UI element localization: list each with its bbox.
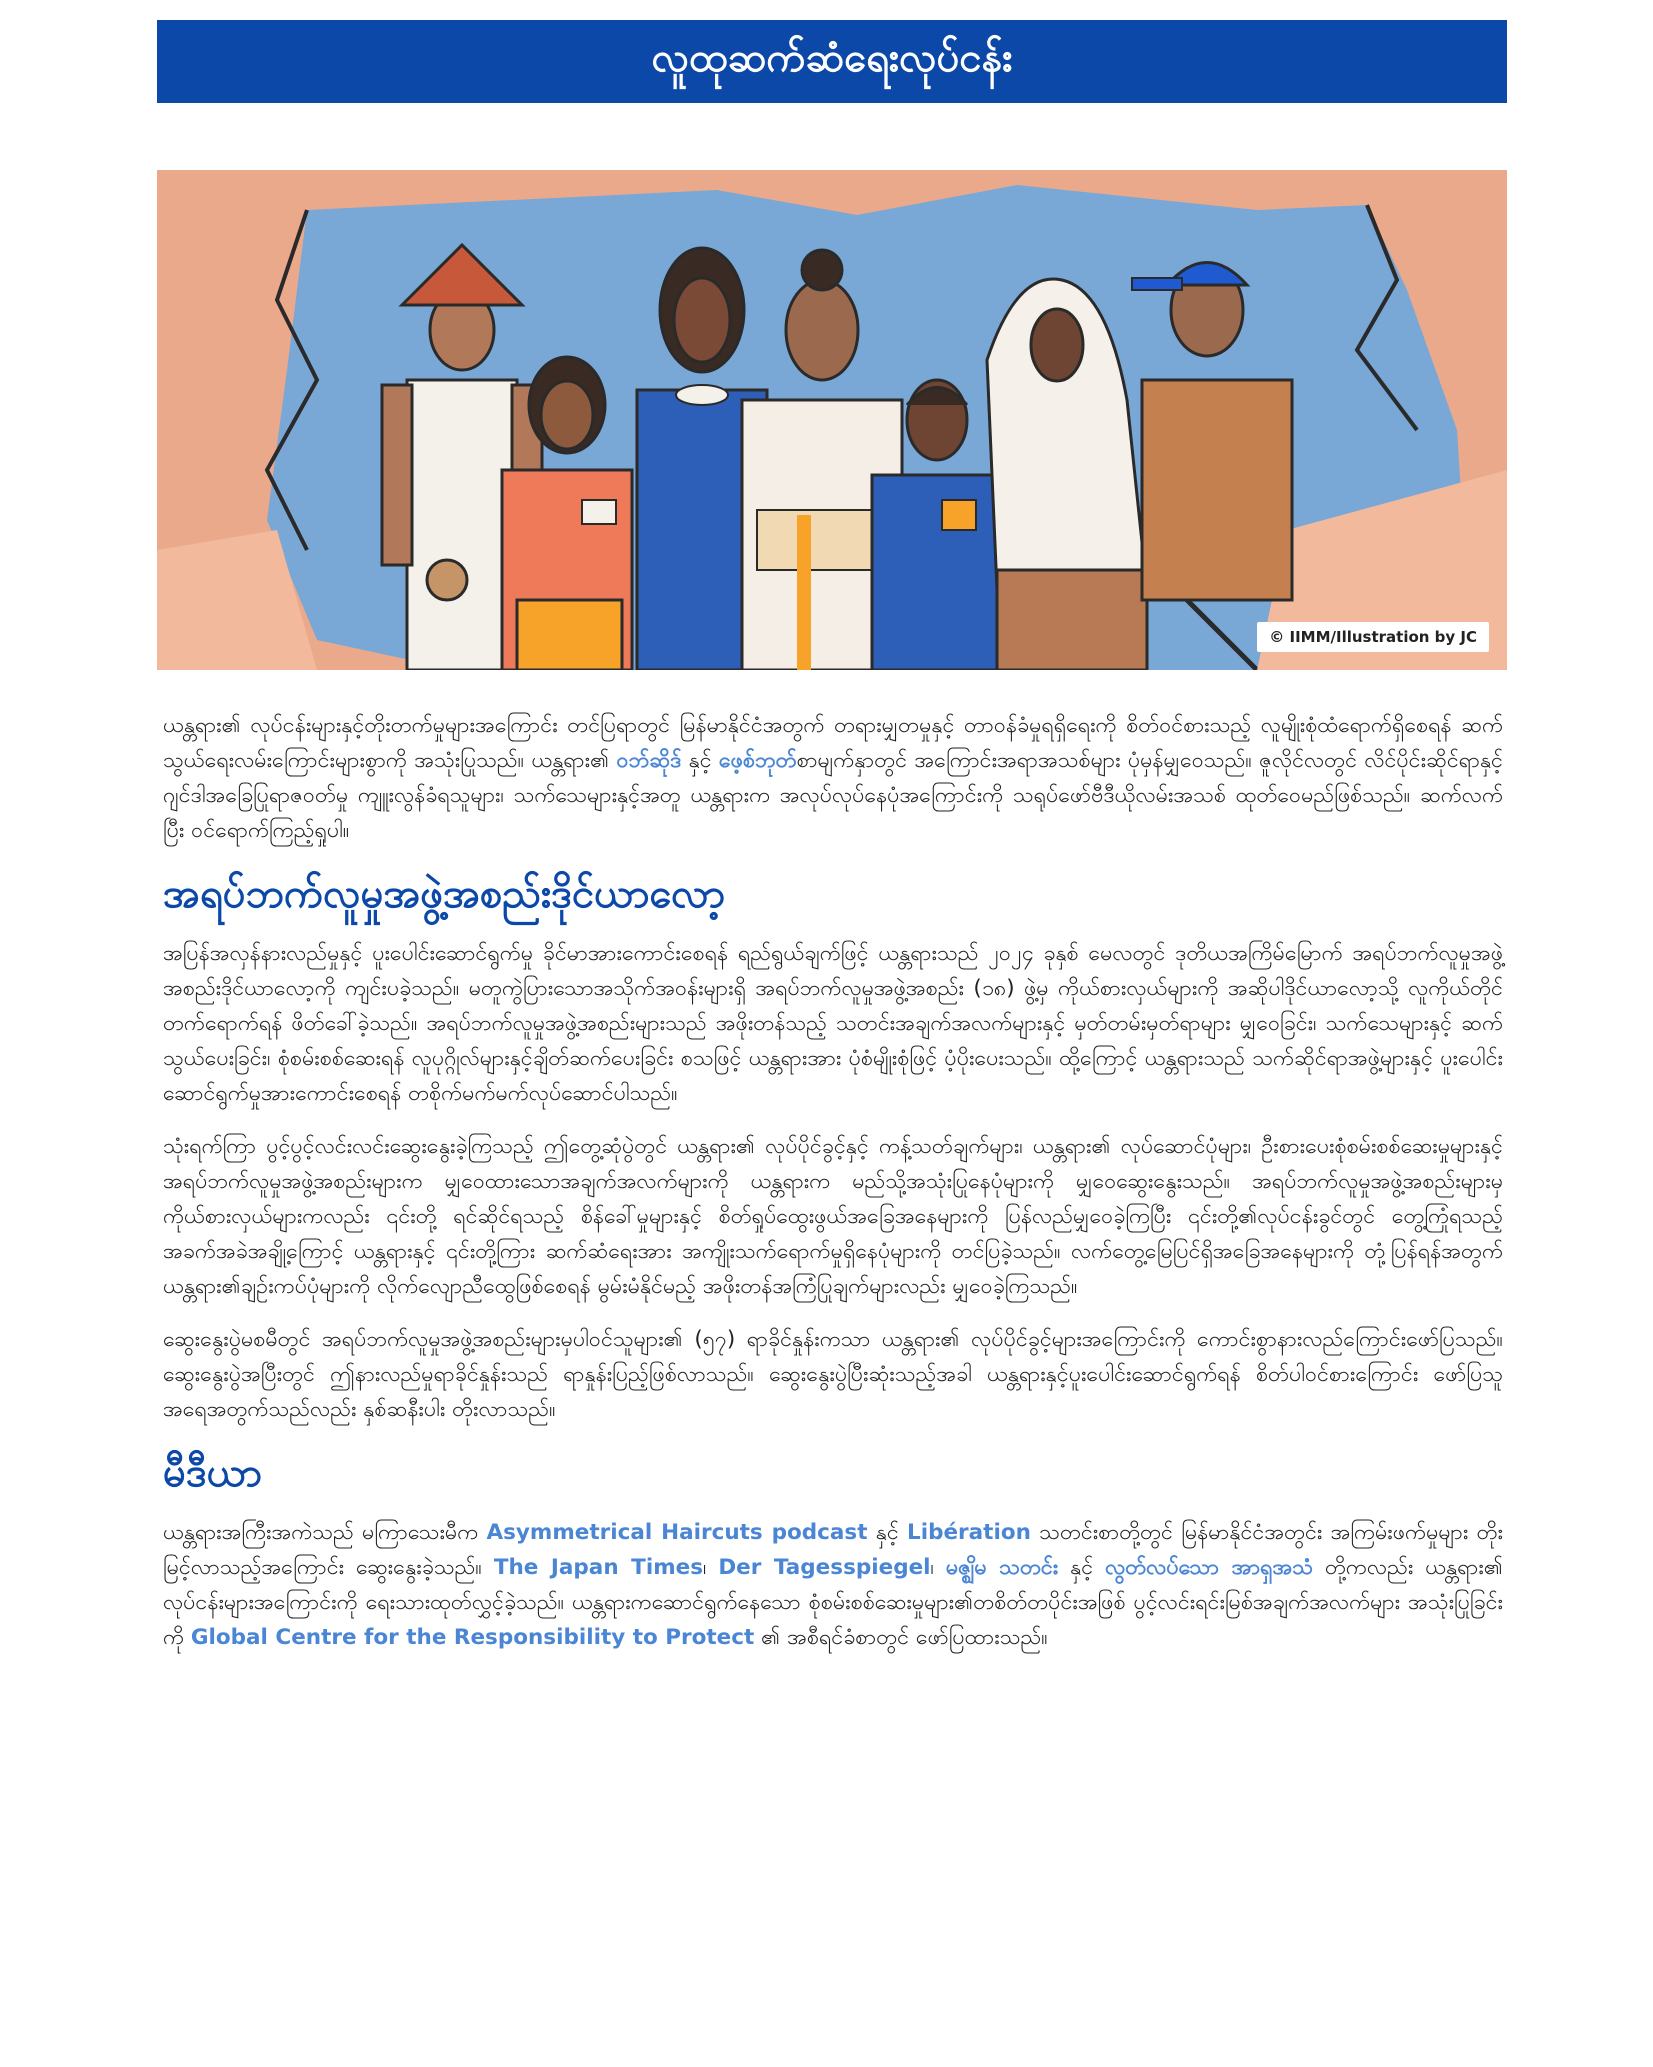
media-text-3: သတင်းစာတို့တွင် မြန်မာနိုင်ငံအတွင်း အကြမ်းဖက်မှုများ တိုးမြင့်လာသည့်အကြောင်း ဆွေးနွေးခဲ့သည်။ (163, 1520, 1503, 1580)
csos-paragraph-2: သုံးရက်ကြာ ပွင့်ပွင့်လင်းလင်းဆွေးနွေးခဲ့ကြသည့် ဤတွေ့ဆုံပွဲတွင် ယန္တရား၏ လုပ်ပိုင်ခွင့်နှင့် ကန့်သတ်ချက်များ၊ ယန္တရား၏ လုပ်ဆောင်ပုံများ၊ ဦးစားပေးစုံစမ်းစစ်ဆေးမှုများနှင့် အရပ်ဘက်လူမှုအဖွဲ့အစည်းများက မျှဝေထားသောအချက်အလက်များကို ယန္တရားက မည်သို့အသုံးပြုနေပုံများကို မျှဝေဆွေးနွေးသည်။ အရပ်ဘက်လူမှုအဖွဲ့အစည်းများမှ ကိုယ်စားလှယ်များကလည်း ၎င်းတို့ ရင်ဆိုင်ရသည့် စိန်ခေါ်မှုများနှင့် စိတ်ရှုပ်ထွေးဖွယ်အခြေအနေများကို ပြန်လည်မျှဝေခဲ့ကြပြီး ၎င်းတို့၏လုပ်ငန်းခွင်တွင် တွေ့ကြုံရသည့်အခက်အခဲအချို့ကြောင့် ယန္တရားနှင့် ၎င်းတို့ကြား ဆက်ဆံရေးအား အကျိုးသက်ရောက်မှုရှိနေပုံများကို တင်ပြခဲ့သည်။ လက်တွေ့မြေပြင်ရှိအခြေအနေများကို တုံ့ပြန်ရန်အတွက် ယန္တရား၏ချဉ်းကပ်ပုံများကို လိုက်လျောညီထွေဖြစ်စေရန် မွမ်းမံနိုင်မည့် အဖိုးတန်အကြံပြုချက်များလည်း မျှဝေခဲ့ကြသည်။ (163, 1134, 1503, 1299)
page-title-banner (157, 20, 1507, 103)
intro-paragraph (163, 708, 1503, 848)
facebook-link[interactable]: ဖေ့စ်ဘုတ် (718, 748, 797, 773)
intro-text-1: ယန္တရား၏ လုပ်ငန်းများနှင့်တိုးတက်မှုများအကြောင်း တင်ပြရာတွင် မြန်မာနိုင်ငံအတွက် တရားမျှတမှုနှင့် တာဝန်ခံမှုရရှိရေးကို စိတ်ဝင်စားသည့် လူမျိုးစုံထံရောက်ရှိစေရန် ဆက်သွယ်ရေးလမ်းကြောင်းများစွာကို အသုံးပြုသည်။ ယန္တရား၏ (163, 713, 1503, 773)
media-text-5: ၊ (930, 1555, 946, 1580)
media-text-7: တို့ကလည်း ယန္တရား၏ လုပ်ငန်းများအကြောင်းကို ရေးသားထုတ်လွှင့်ခဲ့သည်။ ယန္တရားကဆောင်ရွက်နေသော စုံစမ်းစစ်ဆေးမှုများ၏တစိတ်တပိုင်းအဖြစ် ပွင့်လင်းရင်းမြစ်အချက်အလက်များ အသုံးပြုခြင်းကို (163, 1555, 1503, 1650)
media-text-8: ၏ အစီရင်ခံစာတွင် ဖော်ပြထားသည်။ (754, 1625, 1048, 1650)
section-heading-csos: အရပ်ဘက်လူမှုအဖွဲ့အစည်းဒိုင်ယာလော့ (163, 871, 726, 917)
media-text-4: ၊ (703, 1555, 719, 1580)
media-paragraph (163, 1515, 1503, 1655)
main-content (163, 708, 1503, 1673)
section-heading-media: မီဒီယာ (163, 1450, 262, 1496)
csos-paragraph-3: ဆွေးနွေးပွဲမစမီတွင် အရပ်ဘက်လူမှုအဖွဲ့အစည်းများမှပါဝင်သူများ၏ (၅၇) ရာခိုင်နှုန်းကသာ ယန္တရား၏ လုပ်ပိုင်ခွင့်များအကြောင်းကို ကောင်းစွာနားလည်ကြောင်းဖော်ပြသည်။ ဆွေးနွေးပွဲအပြီးတွင် ဤနားလည်မှုရာခိုင်နှုန်းသည် ရာနှုန်းပြည့်ဖြစ်လာသည်။ ဆွေးနွေးပွဲပြီးဆုံးသည့်အခါ ယန္တရားနှင့်ပူးပေါင်းဆောင်ရွက်ရန် စိတ်ပါဝင်စားကြောင်း ဖော်ပြသူအရေအတွက်သည်လည်း နှစ်ဆနီးပါး တိုးလာသည်။ (163, 1327, 1503, 1422)
gcr2p-link[interactable]: Global Centre for the Responsibility to Protect (190, 1625, 755, 1650)
media-text-6: နှင့် (1058, 1555, 1106, 1580)
intro-text-3: စာမျက်နှာတွင် အကြောင်းအရာအသစ်များ ပုံမှန်မျှဝေသည်။ ဇူလိုင်လတွင် လိင်ပိုင်းဆိုင်ရာနှင့် ဂျင်ဒါအခြေပြုရာဇဝတ်မှု ကျူးလွန်ခံရသူများ၊ သက်သေများနှင့်အတူ ယန္တရားက အလုပ်လုပ်နေပုံအကြောင်းကို သရုပ်ဖော်ဗီဒီယိုလမ်းအသစ် ထုတ်ဝေမည်ဖြစ်သည်။ ဆက်လက်ပြီး ဝင်ရောက်ကြည့်ရှုပါ။ (163, 748, 1503, 843)
hero-illustration (157, 170, 1507, 670)
tagesspiegel-link[interactable]: Der Tagesspiegel (718, 1555, 931, 1580)
liberation-link[interactable]: Libération (907, 1520, 1031, 1545)
people-illustration (157, 170, 1507, 670)
illustration-credit: © IIMM/Illustration by JC (1257, 622, 1489, 652)
japan-times-link[interactable]: The Japan Times (493, 1555, 703, 1580)
asymmetrical-haircuts-link[interactable]: Asymmetrical Haircuts podcast (486, 1520, 868, 1545)
rfa-link[interactable]: လွတ်လပ်သော အာရှအသံ (1105, 1555, 1314, 1580)
media-text-2: နှင့် (867, 1520, 908, 1545)
csos-paragraph-1: အပြန်အလှန်နားလည်မှုနှင့် ပူးပေါင်းဆောင်ရွက်မှု ခိုင်မာအားကောင်းစေရန် ရည်ရွယ်ချက်ဖြင့် ယန္တရားသည် ၂၀၂၄ ခုနှစ် မေလတွင် ဒုတိယအကြိမ်မြောက် အရပ်ဘက်လူမှုအဖွဲ့အစည်းဒိုင်ယာလော့ကို ကျင်းပခဲ့သည်။ မတူကွဲပြားသောအသိုက်အဝန်းများရှိ အရပ်ဘက်လူမှုအဖွဲ့အစည်း (၁၈) ဖွဲ့မှ ကိုယ်စားလှယ်များကို အဆိုပါဒိုင်ယာလော့သို့ လူကိုယ်တိုင်တက်ရောက်ရန် ဖိတ်ခေါ်ခဲ့သည်။ အရပ်ဘက်လူမှုအဖွဲ့အစည်းများသည် အဖိုးတန်သည့် သတင်းအချက်အလက်များနှင့် မှတ်တမ်းမှတ်ရာများ မျှဝေခြင်း၊ သက်သေများနှင့် ဆက်သွယ်ပေးခြင်း၊ စုံစမ်းစစ်ဆေးရန် လူပုဂ္ဂိုလ်များနှင့်ချိတ်ဆက်ပေးခြင်း စသဖြင့် ယန္တရားအား ပုံစံမျိုးစုံဖြင့် ပံ့ပိုးပေးသည်။ ထို့ကြောင့် ယန္တရားသည် သက်ဆိုင်ရာအဖွဲ့များနှင့် ပူးပေါင်းဆောင်ရွက်မှုအားကောင်းစေရန် တစိုက်မက်မက်လုပ်ဆောင်ပါသည်။ (163, 941, 1503, 1106)
mizzima-link[interactable]: မဇ္ဈိမ သတင်း (945, 1555, 1059, 1580)
page-title: လူထုဆက်ဆံရေးလုပ်ငန်း (651, 35, 1013, 81)
website-link[interactable]: ဝဘ်ဆိုဒ် (616, 748, 682, 773)
media-text-1: ယန္တရားအကြီးအကဲသည် မကြာသေးမီက (163, 1520, 487, 1545)
intro-text-2: နှင့် (681, 748, 719, 773)
